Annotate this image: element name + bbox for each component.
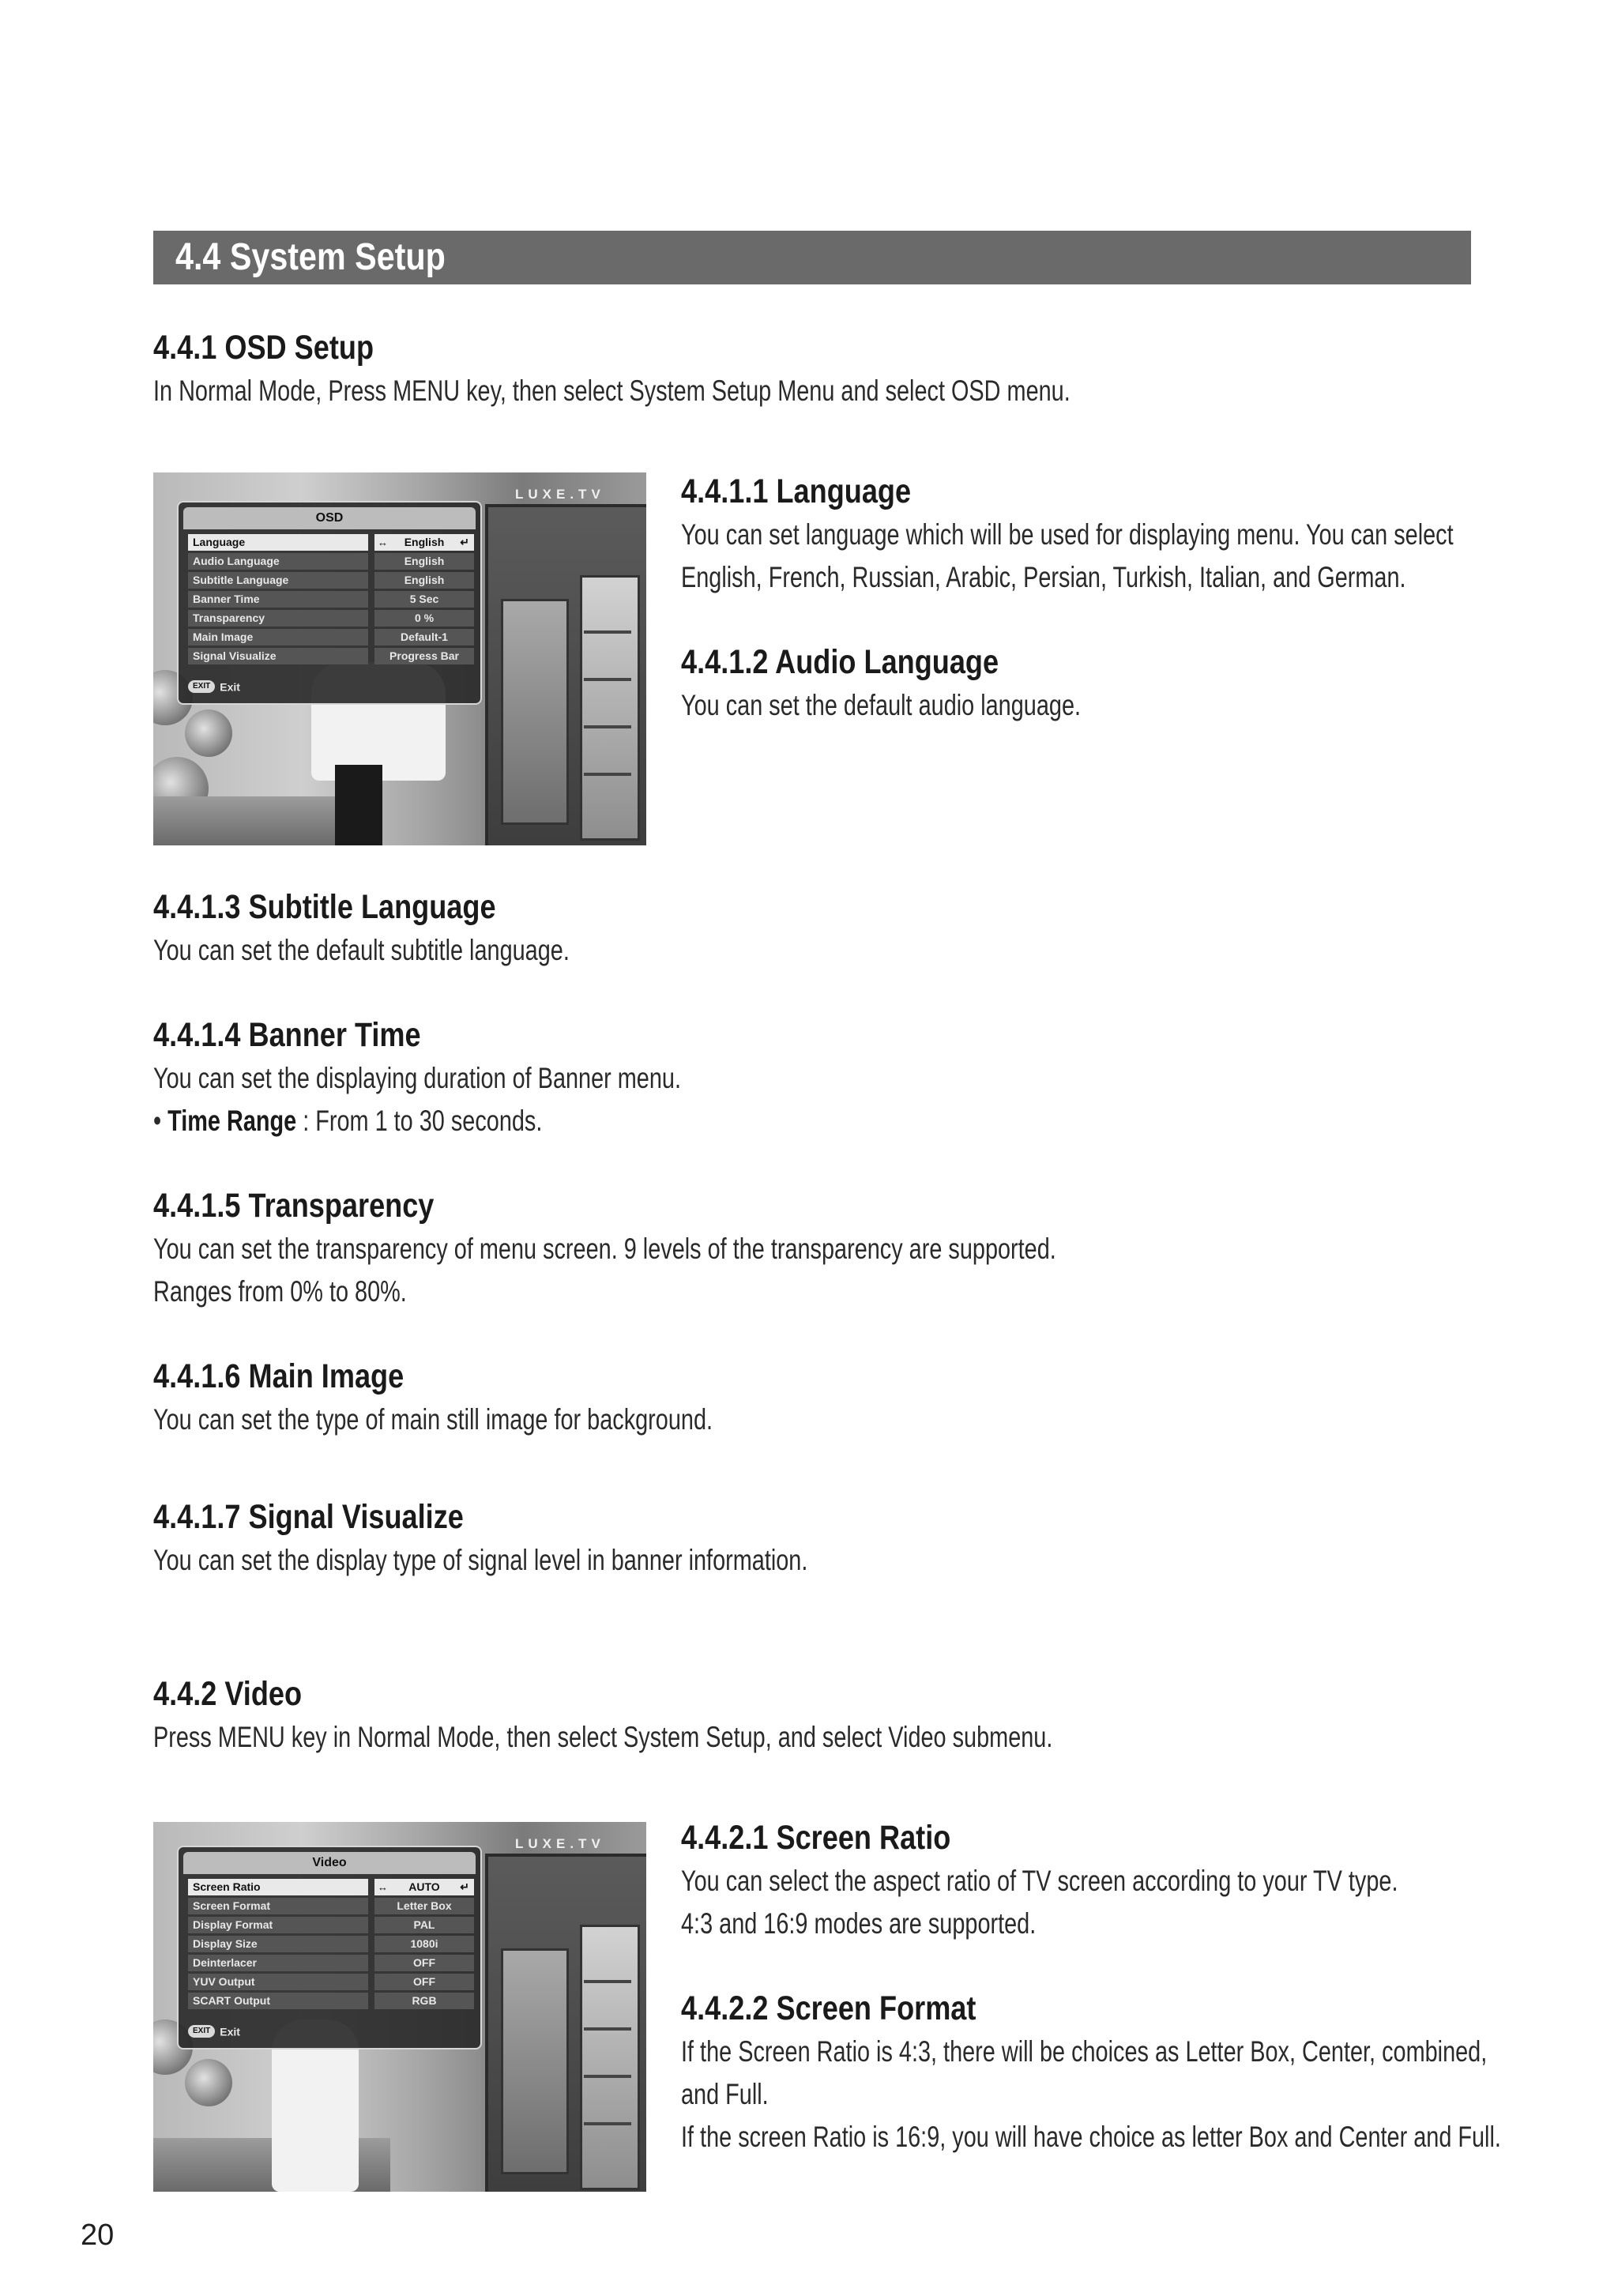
audio-language-text: You can set the default audio language. <box>681 689 1082 721</box>
bullet-icon: • <box>153 1105 168 1137</box>
page-number: 20 <box>81 2219 115 2252</box>
banner-time-text: You can set the displaying duration of Banner menu. <box>153 1062 681 1094</box>
osd-row-label: Banner Time <box>188 591 368 608</box>
video-menu-panel <box>177 1846 482 2049</box>
left-right-arrow-icon: ↔ <box>378 1881 388 1893</box>
osd-row-signal-visualize[interactable] <box>185 648 474 664</box>
video-row-value: AUTO <box>408 1880 440 1893</box>
video-row-screen-format[interactable] <box>185 1898 474 1914</box>
main-image-heading: 4.4.1.6 Main Image <box>153 1357 404 1395</box>
transparency-text-1: You can set the transparency of menu screen. 9 levels of the transparency are supported. <box>153 1233 1056 1265</box>
osd-row-audio-language[interactable] <box>185 553 474 570</box>
exit-label: Exit <box>220 2025 240 2038</box>
screen-ratio-text-2: 4:3 and 16:9 modes are supported. <box>681 1907 1037 1940</box>
video-row-value: 1080i <box>374 1936 474 1952</box>
osd-row-label: Transparency <box>188 610 368 627</box>
video-row-label: YUV Output <box>188 1974 368 1990</box>
screen-format-text-1: If the Screen Ratio is 4:3, there will be choices as Letter Box, Center, combined, <box>681 2035 1488 2068</box>
screen-ratio-text-1: You can select the aspect ratio of TV screen according to your TV type. <box>681 1865 1398 1897</box>
time-range-value: : From 1 to 30 seconds. <box>296 1105 543 1137</box>
section-title: 4.4 System Setup <box>175 236 446 278</box>
signal-visualize-heading: 4.4.1.7 Signal Visualize <box>153 1498 464 1536</box>
signal-visualize-text: You can set the display type of signal level in banner information. <box>153 1544 808 1576</box>
video-row-display-size[interactable] <box>185 1936 474 1952</box>
video-row-label: Screen Ratio <box>188 1879 368 1895</box>
osd-row-banner-time[interactable] <box>185 591 474 608</box>
section-banner <box>153 231 1471 284</box>
subtitle-language-text: You can set the default subtitle language. <box>153 934 570 966</box>
exit-button-icon: EXIT <box>188 2025 215 2038</box>
language-text-1: You can set language which will be used for displaying menu. You can select <box>681 518 1454 551</box>
osd-row-label: Main Image <box>188 629 368 646</box>
video-row-label: Display Format <box>188 1917 368 1933</box>
language-heading: 4.4.1.1 Language <box>681 472 912 510</box>
banner-time-heading: 4.4.1.4 Banner Time <box>153 1016 421 1054</box>
video-intro: Press MENU key in Normal Mode, then select System Setup, and select Video submenu. <box>153 1721 1053 1753</box>
video-row-value: RGB <box>374 1993 474 2009</box>
main-image-text: You can set the type of main still image for background. <box>153 1403 713 1436</box>
left-right-arrow-icon: ↔ <box>378 536 388 548</box>
screen-ratio-heading: 4.4.2.1 Screen Ratio <box>681 1819 951 1857</box>
video-row-deinterlacer[interactable] <box>185 1955 474 1971</box>
enter-icon: ↵ <box>460 536 469 548</box>
osd-row-label: Subtitle Language <box>188 572 368 589</box>
osd-row-value: English <box>374 572 474 589</box>
video-row-label: SCART Output <box>188 1993 368 2009</box>
osd-row-value: Default-1 <box>374 629 474 646</box>
video-row-label: Screen Format <box>188 1898 368 1914</box>
subtitle-language-heading: 4.4.1.3 Subtitle Language <box>153 888 496 926</box>
video-menu-title: Video <box>183 1852 476 1874</box>
video-exit-hint[interactable] <box>188 2024 240 2040</box>
exit-button-icon: EXIT <box>188 680 215 693</box>
osd-row-value: English <box>374 553 474 570</box>
screen-format-text-3: If the screen Ratio is 16:9, you will have choice as letter Box and Center and Full. <box>681 2121 1501 2153</box>
video-row-value: OFF <box>374 1955 474 1971</box>
transparency-text-2: Ranges from 0% to 80%. <box>153 1275 407 1308</box>
osd-row-transparency[interactable] <box>185 610 474 627</box>
video-row-value: PAL <box>374 1917 474 1933</box>
video-row-scart-output[interactable] <box>185 1993 474 2009</box>
osd-setup-intro: In Normal Mode, Press MENU key, then select System Setup Menu and select OSD menu. <box>153 375 1071 407</box>
enter-icon: ↵ <box>460 1880 469 1893</box>
video-row-yuv-output[interactable] <box>185 1974 474 1990</box>
osd-row-value: English <box>404 536 445 548</box>
time-range-bullet <box>153 1100 542 1142</box>
video-heading: 4.4.2 Video <box>153 1675 303 1713</box>
video-row-value: OFF <box>374 1974 474 1990</box>
video-row-value: Letter Box <box>374 1898 474 1914</box>
osd-exit-hint[interactable] <box>188 679 240 695</box>
osd-row-language[interactable] <box>185 534 474 551</box>
osd-row-subtitle-language[interactable] <box>185 572 474 589</box>
video-row-label: Display Size <box>188 1936 368 1952</box>
osd-row-label: Signal Visualize <box>188 648 368 664</box>
brand-logo: LUXE.TV <box>515 1836 605 1851</box>
osd-row-main-image[interactable] <box>185 629 474 646</box>
transparency-heading: 4.4.1.5 Transparency <box>153 1187 435 1225</box>
osd-row-label: Language <box>188 534 368 551</box>
video-row-display-format[interactable] <box>185 1917 474 1933</box>
video-row-screen-ratio[interactable] <box>185 1879 474 1895</box>
screen-format-heading: 4.4.2.2 Screen Format <box>681 1989 976 2027</box>
osd-row-value: 0 % <box>374 610 474 627</box>
video-menu-screenshot <box>153 1822 646 2192</box>
time-range-term: Time Range <box>167 1105 297 1137</box>
screen-format-text-2: and Full. <box>681 2078 769 2110</box>
brand-logo: LUXE.TV <box>515 487 605 502</box>
osd-menu-panel <box>177 501 482 705</box>
video-row-label: Deinterlacer <box>188 1955 368 1971</box>
osd-row-value: Progress Bar <box>374 648 474 664</box>
osd-row-value: 5 Sec <box>374 591 474 608</box>
osd-row-label: Audio Language <box>188 553 368 570</box>
exit-label: Exit <box>220 680 240 694</box>
osd-menu-screenshot <box>153 472 646 845</box>
language-text-2: English, French, Russian, Arabic, Persian, Turkish, Italian, and German. <box>681 561 1406 593</box>
osd-setup-heading: 4.4.1 OSD Setup <box>153 329 374 367</box>
osd-menu-title: OSD <box>183 507 476 529</box>
audio-language-heading: 4.4.1.2 Audio Language <box>681 643 999 681</box>
